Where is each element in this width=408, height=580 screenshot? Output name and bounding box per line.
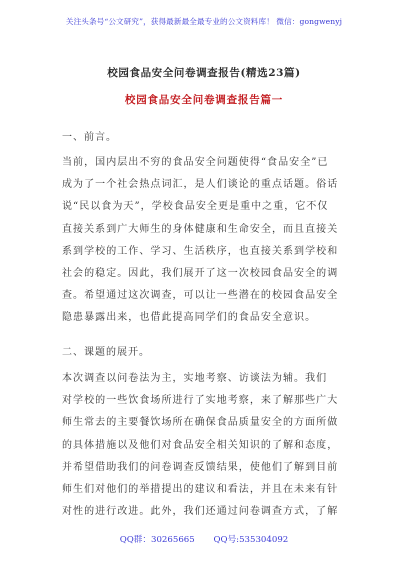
paragraph-line: 的具体措施以及他们对食品安全相关知识的了解和态度，	[62, 439, 339, 451]
paragraph-line: 本次调查以问卷法为主，实地考察、访谈法为辅。我们	[62, 373, 328, 384]
paragraph-line: 并希望借助我们的问卷调查反馈结果，使他们了解到目前	[62, 461, 339, 473]
paragraph-line: 师生们对他们的举措提出的建议和看法，并且在未来有针	[62, 484, 339, 496]
paragraph-line: 说“民以食为天”，学校食品安全更是重中之重，它不仅	[62, 201, 329, 213]
footer-contact	[0, 533, 408, 545]
document-subtitle: 校园食品安全问卷调查报告篇一	[124, 94, 284, 106]
footer-qq-number: QQ号:535304092	[213, 535, 289, 545]
section-paragraph-2	[62, 368, 354, 523]
paragraph-line: 系到学校的工作、学习、生活秩序，也直接关系到学校和	[62, 245, 339, 257]
paragraph-line: 当前，国内层出不穷的食品安全问题使得“食品安全”已	[62, 157, 329, 168]
paragraph-line: 对性的进行改进。此外，我们还通过问卷调查方式，了解	[62, 506, 339, 518]
header-promo-note: 关注头条号“公文研究”，获得最新最全最专业的公文资料库！ 微信：gongwenyj	[65, 17, 343, 26]
paragraph-line: 查。希望通过这次调查，可以让一些潜在的校园食品安全	[62, 290, 339, 302]
paragraph-line: 成为了一个社会热点词汇，是人们谈论的重点话题。俗话	[62, 179, 339, 191]
document-title: 校园食品安全问卷调查报告(精选23篇)	[107, 67, 301, 79]
section-heading-1: 一、前言。	[62, 132, 117, 143]
footer-qq-group: QQ群：30265665	[119, 535, 195, 545]
paragraph-line: 师生常去的主要餐饮场所在确保食品质量安全的方面所做	[62, 417, 339, 429]
paragraph-line: 对学校的一些饮食场所进行了实地考察，来了解那些广大	[62, 395, 339, 407]
paragraph-line: 隐患暴露出来，也借此提高同学们的食品安全意识。	[62, 312, 317, 324]
paragraph-line: 社会的稳定。因此，我们展开了这一次校园食品安全的调	[62, 268, 339, 280]
section-paragraph-1	[62, 152, 354, 330]
section-heading-2: 二、课题的展开。	[62, 347, 150, 358]
paragraph-line: 直接关系到广大师生的身体健康和生命安全，而且直接关	[62, 223, 339, 235]
